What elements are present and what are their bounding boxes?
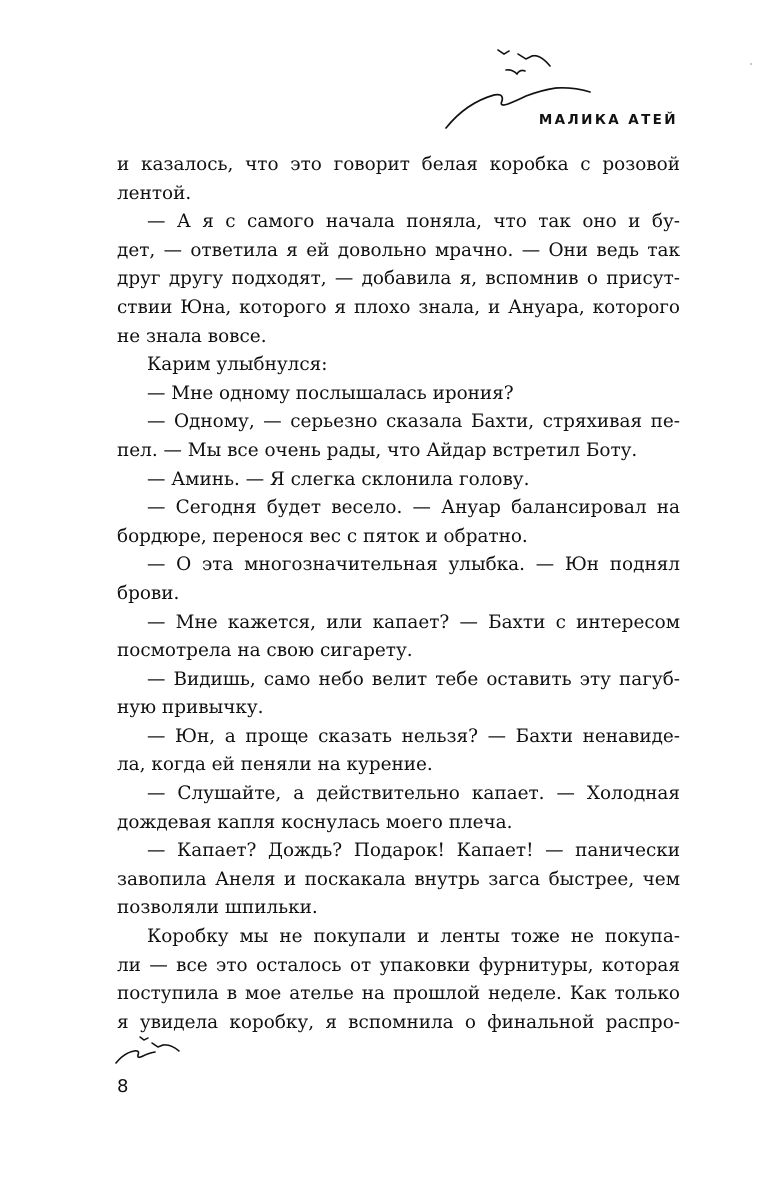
text-line: ствии Юна, которого я плохо знала, и Ануара, которого: [117, 296, 680, 318]
text-line: — Одному, — серьезно сказала Бахти, стряхивая пе-: [147, 411, 680, 433]
text-line: — Мне кажется, или капает? — Бахти с интересом: [147, 611, 680, 633]
text-line: ную привычку.: [117, 697, 264, 719]
text-line: и казалось, что это говорит белая коробка с розовой: [117, 154, 680, 175]
text-line: — О эта многозначительная улыбка. — Юн поднял: [147, 554, 680, 576]
text-line: — Слушайте, а действительно капает. — Холодная: [147, 783, 680, 805]
text-line: — Мне одному послышалась ирония?: [147, 382, 514, 404]
text-line: дет, — ответила я ей довольно мрачно. — Они ведь так: [117, 239, 680, 261]
text-line: ли — все это осталось от упаковки фурнитуры, которая: [117, 954, 680, 976]
page-number: 8: [117, 1076, 129, 1097]
text-line: — Аминь. — Я слегка склонила голову.: [147, 468, 530, 490]
text-line: друг другу подходят, — добавила я, вспомнив о присут-: [117, 268, 680, 290]
text-line: — Юн, а проще сказать нельзя? — Бахти ненавиде-: [147, 725, 680, 747]
text-line: дождевая капля коснулась моего плеча.: [117, 811, 513, 833]
body-text: [117, 151, 680, 1037]
text-line: завопила Анеля и поскакала внутрь загса быстрее, чем: [117, 868, 680, 890]
text-line: Коробку мы не покупали и ленты тоже не покупа-: [147, 926, 680, 948]
text-line: — Капает? Дождь? Подарок! Капает! — панически: [147, 840, 680, 862]
text-line: брови.: [117, 582, 180, 604]
text-line: я увидела коробку, я вспомнила о финальной распро-: [117, 1011, 680, 1033]
text-line: — Видишь, само небо велит тебе оставить эту пагуб-: [147, 668, 680, 690]
seagull-wave-footer-icon: [112, 1033, 192, 1067]
text-line: позволяли шпильки.: [117, 897, 318, 919]
text-line: посмотрела на свою сигарету.: [117, 640, 413, 662]
text-line: — А я с самого начала поняла, что так оно и бу-: [147, 211, 680, 233]
text-line: лентой.: [117, 182, 192, 204]
text-line: поступила в мое ателье на прошлой неделе. Как только: [117, 983, 680, 1005]
text-line: пел. — Мы все очень рады, что Айдар встретил Боту.: [117, 439, 638, 461]
text-line: не знала вовсе.: [117, 325, 267, 347]
text-line: Карим улыбнулся:: [147, 354, 328, 376]
page-speck: [750, 63, 752, 65]
author-name: МАЛИКА АТЕЙ: [538, 112, 678, 128]
text-line: ла, когда ей пеняли на курение.: [117, 754, 433, 776]
text-line: бордюре, перенося вес с пяток и обратно.: [117, 525, 528, 547]
text-line: — Сегодня будет весело. — Ануар балансировал на: [147, 497, 680, 519]
